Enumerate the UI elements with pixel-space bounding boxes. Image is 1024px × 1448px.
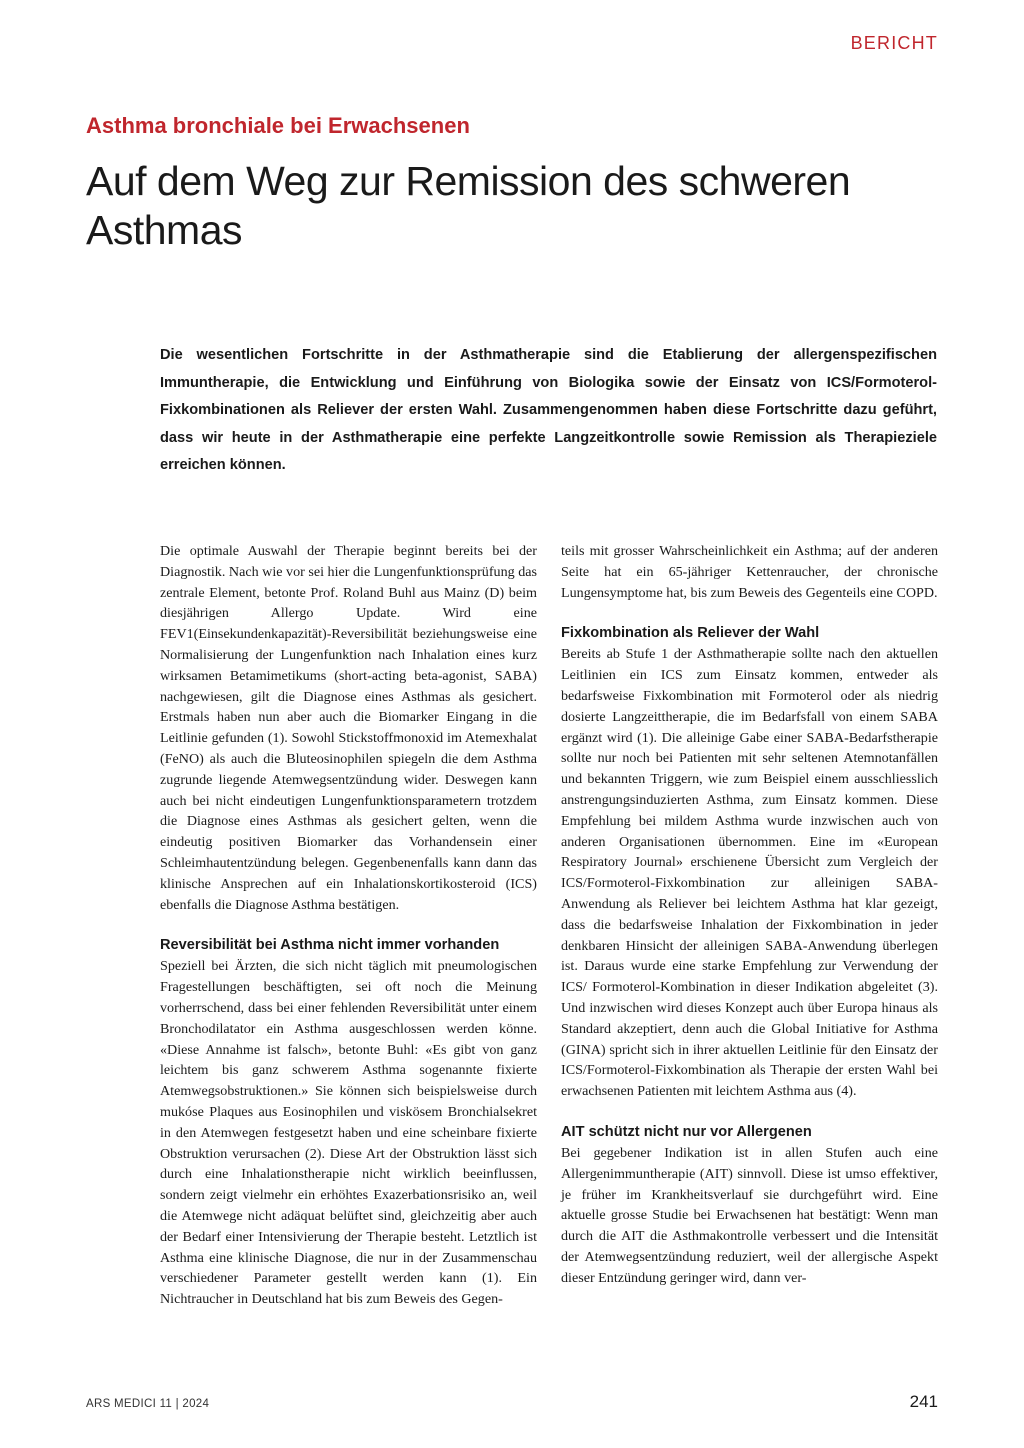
subheading: Reversibilität bei Asthma nicht immer vorhanden [160,937,500,954]
left-column [160,541,537,1310]
body-paragraph: teils mit grosser Wahrscheinlichkeit ein Asthma; auf der anderen Seite hat ein 65-jähriger Kettenraucher, der chronische Lungensymptome hat, bis zum Beweis des Gegenteils eine COPD. [561,543,938,601]
subheading: Fixkombination als Reliever der Wahl [561,625,820,642]
body-paragraph: Bereits ab Stufe 1 der Asthmatherapie sollte nach den aktuellen Leitlinien ein ICS zum Einsatz kommen, entweder als bedarfsweise Fixkombination mit Formoterol oder als niedrig dosierte Langzeittherapie, die im Bedarfsfall von einem SABA ergänzt wird (1). Die alleinige Gabe einer SABA-Bedarfstherapie sollte nur noch bei Patienten mit sehr seltenen Atemnotanfällen und bekannten Triggern, wie zum Beispiel einem ausschliesslich anstrengungsinduzierten Asthma, zum Einsatz kommen. Diese Empfehlung bei mildem Asthma wurde inzwischen auch von anderen Organisationen übernommen. Eine im «European Respiratory Journal» erschienene Übersicht zum Vergleich der ICS/Formoterol-Fixkombination zur alleinigen SABA-Anwendung als Reliever bei leichtem Asthma hat klar gezeigt, dass die bedarfsweise Inhalation der Fixkombination in jeder denkbaren Hinsicht der alleinigen SABA-Anwendung überlegen ist. Daraus wurde eine starke Empfehlung zur Verwendung der ICS/ Formoterol-Kombination in dieser Indikation abgeleitet (3). Und inzwischen wird dieses Konzept auch über Europa hinaus als Standard akzeptiert, denn auch die Global Initiative for Asthma (GINA) spricht sich in ihrer aktuellen Leitlinie für den Einsatz der ICS/Formoterol-Fixkombination als Therapie der ersten Wahl bei erwachsenen Patienten mit leichtem Asthma aus (4). [561,646,938,1100]
section-tag: BERICHT [850,33,938,53]
article-kicker: Asthma bronchiale bei Erwachsenen [86,113,470,138]
body-paragraph: Die optimale Auswahl der Therapie beginnt bereits bei der Diagnostik. Nach wie vor sei hier die Lungenfunktionsprüfung das zentrale Element, betonte Prof. Roland Buhl aus Mainz (D) beim diesjährigen Allergo Update. Wird eine FEV1(Einsekundenkapazität)-Reversibilität beziehungsweise eine Normalisierung der Lungenfunktion nach Inhalation eines kurz wirksamen Betamimetikums (short-acting beta-agonist, SABA) nachgewiesen, gilt die Diagnose eines Asthmas als gesichert. Erstmals haben nun aber auch die Biomarker Eingang in die Leitlinie gefunden (1). Sowohl Stickstoffmonoxid im Atemexhalat (FeNO) als auch die Bluteosinophilen spiegeln die dem Asthma zugrunde liegende Atemwegsentzündung wider. Deswegen kann auch bei nicht eindeutigen Lungenfunktionsparametern trotzdem die Diagnose eines Asthmas als gesichert gelten, wenn die eindeutig positiven Biomarker das Vorhandensein einer Schleimhautentzündung belegen. Gegenbenenfalls kann dann das klinische Ansprechen auf ein Inhalationskortikosteroid (ICS) ebenfalls die Diagnose Asthma bestätigen. [160,543,537,913]
page-number: 241 [909,1392,938,1411]
body-paragraph: Bei gegebener Indikation ist in allen Stufen auch eine Allergenimmuntherapie (AIT) sinnvoll. Diese ist umso effektiver, je früher im Krankheitsverlauf sie durchgeführt wird. Eine aktuelle grosse Studie bei Erwachsenen hat bestätigt: Wenn man durch die AIT die Asthmakontrolle verbessert und die Intensität der Atemwegsentzündung reduziert, weil der allergische Aspekt dieser Entzündung geringer wird, dann ver- [561,1144,938,1286]
right-column [561,541,938,1289]
subheading: AIT schützt nicht nur vor Allergenen [561,1123,812,1140]
journal-issue: ARS MEDICI 11 | 2024 [86,1398,210,1410]
body-paragraph: Speziell bei Ärzten, die sich nicht täglich mit pneumologischen Fragestellungen beschäftigten, sei oft noch die Meinung vorherrschend, dass bei einer fehlenden Reversibilität unter einem Bronchodilatator ein Asthma ausgeschlossen werden könne. «Diese Annahme ist falsch», betonte Buhl: «Es gibt von ganz leichtem bis ganz schwerem Asthma sogenannte fixierte Atemwegsobstruktionen.» Sie können sich beispielsweise durch mukóse Plaques aus Eosinophilen und viskösem Bronchialsekret in den Atemwegen festgesetzt haben und eine scheinbare fixierte Obstruktion verursachen (2). Diese Art der Obstruktion lässt sich durch eine Inhalationstherapie nicht wirklich beeinflussen, sondern zeigt vielmehr ein erhöhtes Exazerbationsrisiko an, weil die Atemwege nicht adäquat belüftet sind, gleichzeitig aber auch der Bedarf einer Intensivierung der Therapie besteht. Letztlich ist Asthma eine klinische Diagnose, die nur in der Zusammenschau verschiedener Parameter gestellt werden kann (1). Ein Nichtraucher in Deutschland hat bis zum Beweis des Gegen- [160,958,537,1308]
article-title: Auf dem Weg zur Remission des schweren Asthmas [86,158,851,253]
article-lead: Die wesentlichen Fortschritte in der Asthmatherapie sind die Etablierung der allergenspezifischen Immuntherapie, die Entwicklung und Einführung von Biologika sowie der Einsatz von ICS/Formoterol-Fixkombinationen als Reliever der ersten Wahl. Zusammengenommen haben diese Fortschritte dazu geführt, dass wir heute in der Asthmatherapie eine perfekte Langzeitkontrolle sowie Remission als Therapieziele erreichen können. [160,347,937,473]
